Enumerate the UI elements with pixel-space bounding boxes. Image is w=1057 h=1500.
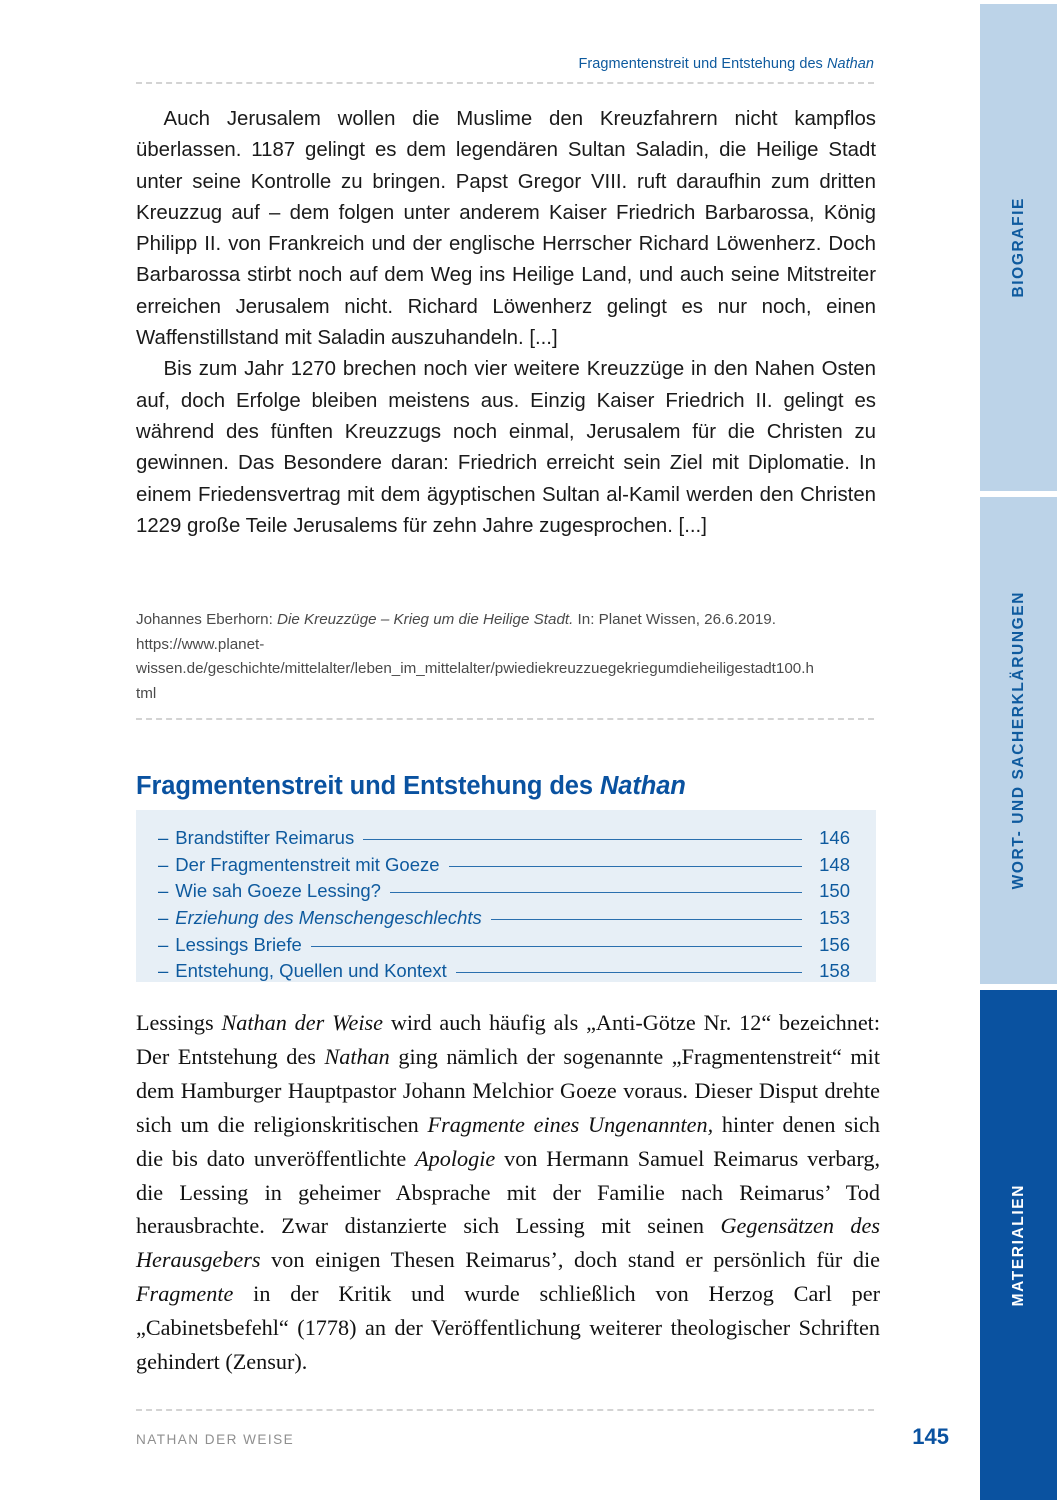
toc-entry-page: 156 [819, 933, 850, 955]
toc-entry-title: Brandstifter Reimarus [175, 827, 355, 848]
running-head [136, 56, 874, 72]
toc-dash-icon: – [158, 827, 169, 848]
footer-book-title: NATHAN DER WEISE [136, 1432, 295, 1447]
section-tab-strip [960, 0, 1057, 1500]
toc-leader-line [491, 919, 802, 920]
toc-entry-title: Der Fragmentenstreit mit Goeze [175, 853, 440, 875]
section-heading-text: Fragmentenstreit und Entstehung des [136, 772, 600, 801]
toc-entry-title: Lessings Briefe [175, 933, 302, 955]
toc-entry-title: Wie sah Goeze Lessing? [175, 880, 381, 902]
running-head-italic: Nathan [826, 56, 874, 72]
source-author: Johannes Eberhorn: [136, 611, 278, 628]
toc-dash-icon: – [158, 853, 169, 875]
body-text-segment: ging nämlich der sogenannte „Fragmentenstreit“ mit dem Hamburger Hauptpastor Johann Melchior Goeze voraus. Dieser Disput drehte sich um die religionskritischen [136, 1043, 880, 1137]
source-citation [136, 608, 816, 706]
toc-leader-line [311, 946, 802, 947]
toc-entry-page: 148 [819, 853, 850, 875]
tab-biografie[interactable] [980, 4, 1057, 491]
section-heading [136, 772, 876, 801]
divider-top [136, 82, 874, 84]
toc-entry[interactable] [158, 826, 850, 850]
source-publication: In: Planet Wissen, 26.6.2019. https://www.planet-wissen.de/geschichte/mittelalter/leben_im_mittelalter/pwiediekreuzzuegekriegumdieheiligestadt100.html [136, 611, 814, 702]
toc-dash-icon: – [158, 907, 169, 929]
body-text-segment: von einigen Thesen Reimarus’, doch stand er persönlich für die [260, 1247, 880, 1273]
toc-entry[interactable] [158, 933, 850, 957]
excerpt-paragraph-2: Bis zum Jahr 1270 brechen noch vier weitere Kreuzzüge in den Nahen Osten auf, doch Erfolge bleiben meistens aus. Einzig Kaiser Friedrich II. gelingt es während des fünften Kreuzzugs noch einmal, Jerusalem für die Christen zu gewinnen. Das Besondere daran: Friedrich erreicht sein Ziel mit Diplomatie. In einem Friedensvertrag mit dem ägyptischen Sultan al-Kamil werden den Christen 1229 große Teile Jerusalems für zehn Jahre zugesprochen. [...] [136, 358, 876, 537]
main-body-text [136, 1006, 880, 1379]
tab-materialien-label: MATERIALIEN [1009, 1183, 1027, 1307]
body-italic-segment: Fragmente [136, 1281, 234, 1307]
body-text-segment: hinter denen sich die bis dato unveröffentlichte [136, 1111, 880, 1171]
toc-entry-page: 146 [819, 827, 850, 848]
toc-dash-icon: – [158, 960, 169, 982]
tab-wort-und-sacherklaerungen[interactable] [980, 497, 1057, 984]
toc-entry[interactable] [158, 906, 850, 930]
body-italic-segment: Gegensätzen des Herausgebers [136, 1213, 881, 1273]
section-heading-italic: Nathan [599, 772, 686, 801]
divider-bottom [136, 1409, 874, 1411]
toc-entry[interactable] [158, 959, 850, 983]
chapter-contents-box [136, 810, 876, 982]
toc-dash-icon: – [158, 880, 169, 902]
toc-dash-icon: – [158, 933, 169, 955]
tab-wort-und-sacherklaerungen-label: WORT- UND SACHERKLÄRUNGEN [1009, 591, 1027, 890]
excerpt-block [136, 104, 876, 542]
body-text-segment: Lessings [136, 1010, 222, 1035]
toc-entry-title: Entstehung, Quellen und Kontext [175, 960, 447, 982]
tab-biografie-label: BIOGRAFIE [1009, 197, 1027, 298]
toc-entry[interactable] [158, 879, 850, 903]
toc-entry-page: 158 [819, 960, 850, 982]
toc-entry-page: 153 [819, 907, 850, 929]
toc-entry[interactable] [158, 853, 850, 877]
toc-leader-line [456, 972, 802, 973]
body-text-segment: wird auch häufig als „Anti-Götze Nr. 12“ bezeichnet: Der Entstehung des [136, 1010, 881, 1069]
page-footer [136, 1424, 949, 1450]
page-number: 145 [912, 1424, 949, 1449]
body-italic-segment: Apologie [415, 1145, 496, 1171]
body-italic-segment: Fragmente eines Ungenannten, [427, 1111, 714, 1137]
toc-leader-line [449, 866, 802, 867]
body-italic-segment: Nathan [324, 1043, 390, 1069]
source-work-title: Die Kreuzzüge – Krieg um die Heilige Stadt. [277, 611, 574, 628]
tab-materialien[interactable] [980, 990, 1057, 1500]
toc-leader-line [363, 839, 802, 840]
toc-entry-page: 150 [819, 880, 850, 902]
toc-entry-title: Erziehung des Menschengeschlechts [175, 907, 482, 929]
body-text-segment: von Hermann Samuel Reimarus verbarg, die Lessing in geheimer Absprache mit der Familie nach Reimarus’ Tod herausbrachte. Zwar distanzierte sich Lessing mit seinen [136, 1145, 880, 1239]
running-head-text: Fragmentenstreit und Entstehung des [578, 56, 827, 72]
body-text-segment: in der Kritik und wurde schließlich von Herzog Carl per „Cabinetsbefehl“ (1778) an der Veröffentlichung weiterer theologischer Schriften gehindert (Zensur). [136, 1281, 880, 1375]
excerpt-paragraph-1: Auch Jerusalem wollen die Muslime den Kreuzfahrern nicht kampflos überlassen. 1187 gelingt es dem legendären Sultan Saladin, die Heilige Stadt unter seine Kontrolle zu bringen. Papst Gregor VIII. ruft daraufhin zum dritten Kreuzzug auf – dem folgen unter anderem Kaiser Friedrich Barbarossa, König Philipp II. von Frankreich und der englische Herrscher Richard Löwenherz. Doch Barbarossa stirbt noch auf dem Weg ins Heilige Land, und auch seine Mitstreiter erreichen Jerusalem nicht. Richard Löwenherz gelingt es nur noch, einen Waffenstillstand mit Saladin auszuhandeln. [...] [136, 108, 876, 350]
body-paragraph [136, 1006, 880, 1379]
body-italic-segment: Nathan der Weise [221, 1010, 384, 1035]
divider-middle [136, 718, 874, 720]
toc-leader-line [390, 892, 802, 893]
